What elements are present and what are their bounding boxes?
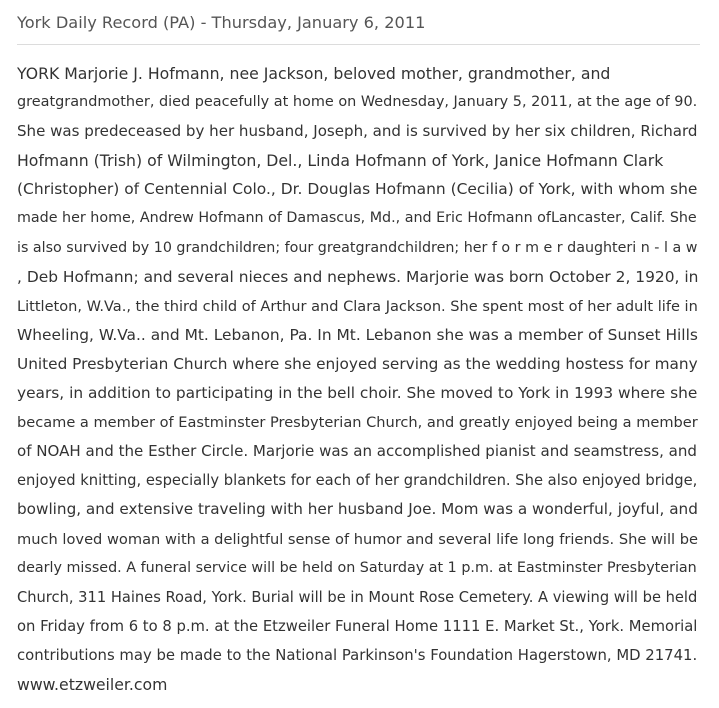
body-line: YORK Marjorie J. Hofmann, nee Jackson, beloved mother, grandmother, and [17,64,611,83]
header-divider [17,44,700,45]
body-line: became a member of Eastminster Presbyterian Church, and greatly enjoyed being a member [17,414,698,432]
body-line: greatgrandmother, died peacefully at home on Wednesday, January 5, 2011, at the age of 90. [17,94,698,111]
body-line: enjoyed knitting, especially blankets for each of her grandchildren. She also enjoyed bridge, [17,472,698,490]
body-line: much loved woman with a delightful sense of humor and several life long friends. She will be [17,530,699,548]
body-line: bowling, and extensive traveling with her husband Joe. Mom was a wonderful, joyful, and [17,500,698,519]
body-line: , Deb Hofmann; and several nieces and nephews. Marjorie was born October 2, 1920, in [17,267,699,286]
body-line: She was predeceased by her husband, Joseph, and is survived by her six children, Richard [17,122,698,141]
body-line: Littleton, W.Va., the third child of Arthur and Clara Jackson. She spent most of her adult life in [17,297,698,315]
body-line: contributions may be made to the National Parkinson's Foundation Hagerstown, MD 21741. [17,645,698,664]
body-line: Wheeling, W.Va.. and Mt. Lebanon, Pa. In Mt. Lebanon she was a member of Sunset Hills [17,325,698,344]
body-line: (Christopher) of Centennial Colo., Dr. Douglas Hofmann (Cecilia) of York, with whom she [17,180,698,199]
body-line: dearly missed. A funeral service will be held on Saturday at 1 p.m. at Eastminster Presbyterian [17,559,697,576]
website-link[interactable]: www.etzweiler.com [17,674,168,694]
body-line: is also survived by 10 grandchildren; four greatgrandchildren; her f o r m e r daughteri n - l a w [17,239,698,256]
obituary-body [17,59,702,699]
article-header: York Daily Record (PA) - Thursday, January 6, 2011 [17,13,426,32]
body-line: United Presbyterian Church where she enjoyed serving as the wedding hostess for many [17,354,698,373]
body-line: years, in addition to participating in the bell choir. She moved to York in 1993 where she [17,384,698,403]
body-line: of NOAH and the Esther Circle. Marjorie was an accomplished pianist and seamstress, and [17,442,697,461]
body-line: Hofmann (Trish) of Wilmington, Del., Linda Hofmann of York, Janice Hofmann Clark [17,151,664,171]
body-line: Church, 311 Haines Road, York. Burial will be in Mount Rose Cemetery. A viewing will be held [17,588,698,606]
body-line: on Friday from 6 to 8 p.m. at the Etzweiler Funeral Home 1111 E. Market St., York. Memorial [17,617,698,635]
body-line: made her home, Andrew Hofmann of Damascus, Md., and Eric Hofmann ofLancaster, Calif. She [17,210,697,227]
